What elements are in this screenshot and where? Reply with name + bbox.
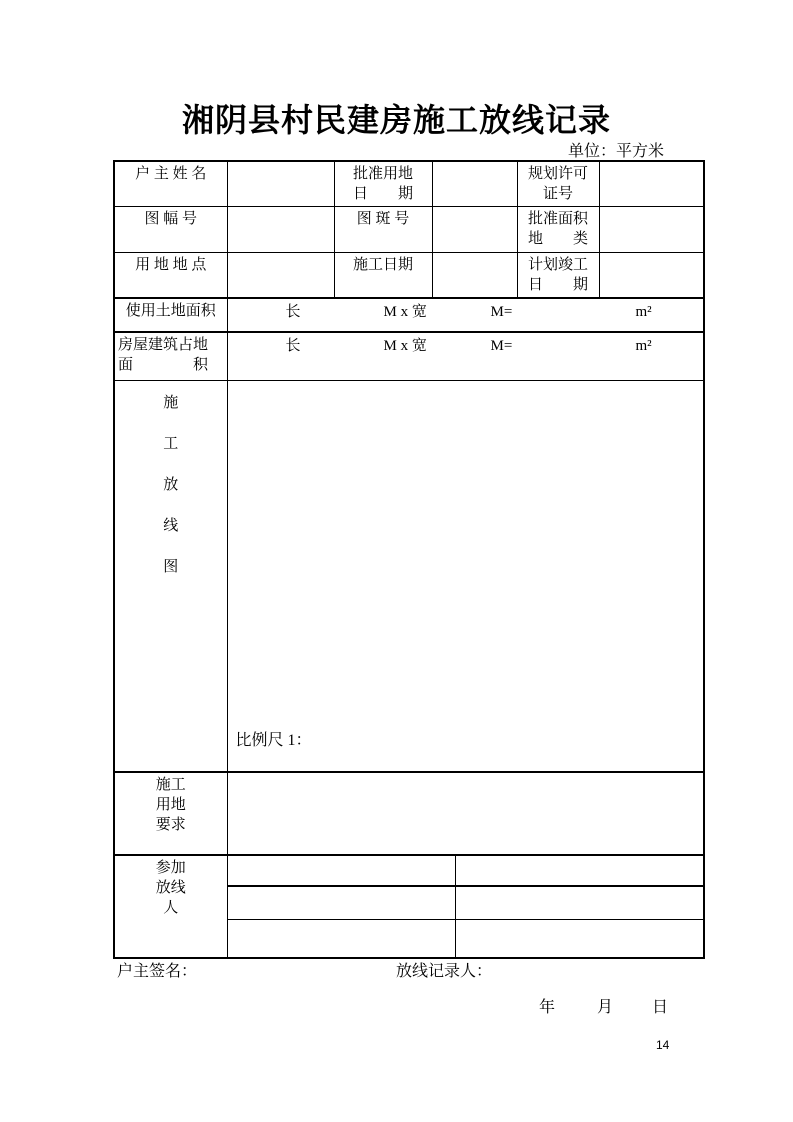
- field-construction-land-requirements[interactable]: [227, 772, 704, 855]
- date-day-label: 日: [652, 999, 669, 1016]
- page-number: 14: [656, 1038, 670, 1052]
- page-title: 湘阴县村民建房施工放线记录: [181, 102, 611, 138]
- field-building-footprint-area[interactable]: [227, 332, 704, 380]
- length-label: 长: [285, 338, 301, 354]
- square-meter-label: m²: [635, 304, 652, 320]
- unit-note: 单位：平方米: [568, 143, 665, 160]
- label-line: 用地: [155, 797, 186, 813]
- label-line: 批准面积: [527, 211, 588, 227]
- label-line: 面 积: [118, 357, 209, 373]
- label-char: 工: [163, 435, 179, 452]
- m-by-width-label: M x 宽: [383, 304, 427, 320]
- label-line: 房屋建筑占地: [118, 337, 209, 353]
- m-equals-label: M=: [490, 338, 513, 354]
- label-map-spot-no: 图 斑 号: [334, 207, 432, 253]
- label-construction-date: 施工日期: [334, 253, 432, 299]
- label-land-area-used: 使用土地面积: [114, 298, 227, 332]
- field-participant-3-right[interactable]: [455, 919, 704, 958]
- m-equals-label: M=: [490, 304, 513, 320]
- field-land-area-used[interactable]: [227, 298, 704, 332]
- label-building-footprint-area: [114, 332, 227, 380]
- label-setting-out-drawing: [114, 380, 227, 772]
- field-participant-2-left[interactable]: [227, 886, 455, 919]
- field-construction-date[interactable]: [432, 253, 517, 299]
- scale-note: 比例尺 1：: [235, 731, 312, 749]
- field-owner-name[interactable]: [227, 161, 334, 207]
- label-line: 参加: [155, 860, 186, 876]
- field-participant-3-left[interactable]: [227, 919, 455, 958]
- label-owner-name: 户 主 姓 名: [114, 161, 227, 207]
- field-participant-2-right[interactable]: [455, 886, 704, 919]
- label-approval-date: [334, 161, 432, 207]
- square-meter-label: m²: [635, 338, 652, 354]
- label-line: 要求: [155, 817, 186, 833]
- label-planning-permit-no: [517, 161, 599, 207]
- label-char: 放: [163, 476, 179, 493]
- label-line: 证号: [542, 186, 573, 202]
- label-map-sheet-no: 图 幅 号: [114, 207, 227, 253]
- date-month-label: 月: [597, 999, 614, 1016]
- label-char: 施: [163, 394, 179, 411]
- field-approved-area-land-type[interactable]: [599, 207, 704, 253]
- field-map-spot-no[interactable]: [432, 207, 517, 253]
- label-char: 图: [163, 558, 179, 575]
- label-line: 批准用地: [352, 166, 413, 182]
- label-planned-completion-date: [517, 253, 599, 299]
- field-participant-1-right[interactable]: [455, 855, 704, 886]
- recorder-signature-label: 放线记录人：: [396, 963, 493, 980]
- label-line: 规划许可: [527, 166, 588, 182]
- label-line: 计划竣工: [527, 257, 588, 273]
- label-approved-area-land-type: [517, 207, 599, 253]
- field-map-sheet-no[interactable]: [227, 207, 334, 253]
- record-form-table: [113, 160, 705, 959]
- label-line: 日 期: [352, 186, 413, 202]
- label-char: 线: [163, 517, 179, 534]
- date-year-label: 年: [539, 999, 556, 1016]
- field-participant-1-left[interactable]: [227, 855, 455, 886]
- label-line: 放线: [155, 880, 186, 896]
- label-line: 施工: [155, 777, 186, 793]
- m-by-width-label: M x 宽: [383, 338, 427, 354]
- drawing-area[interactable]: [227, 380, 704, 772]
- owner-signature-label: 户主签名：: [117, 963, 198, 980]
- label-construction-land-requirements: [114, 772, 227, 855]
- label-land-location: 用 地 地 点: [114, 253, 227, 299]
- field-planning-permit-no[interactable]: [599, 161, 704, 207]
- length-label: 长: [285, 304, 301, 320]
- label-line: 地 类: [527, 231, 588, 247]
- field-approval-date[interactable]: [432, 161, 517, 207]
- field-planned-completion-date[interactable]: [599, 253, 704, 299]
- label-line: 人: [163, 900, 179, 916]
- label-line: 日 期: [527, 277, 588, 293]
- field-land-location[interactable]: [227, 253, 334, 299]
- label-participants: [114, 855, 227, 958]
